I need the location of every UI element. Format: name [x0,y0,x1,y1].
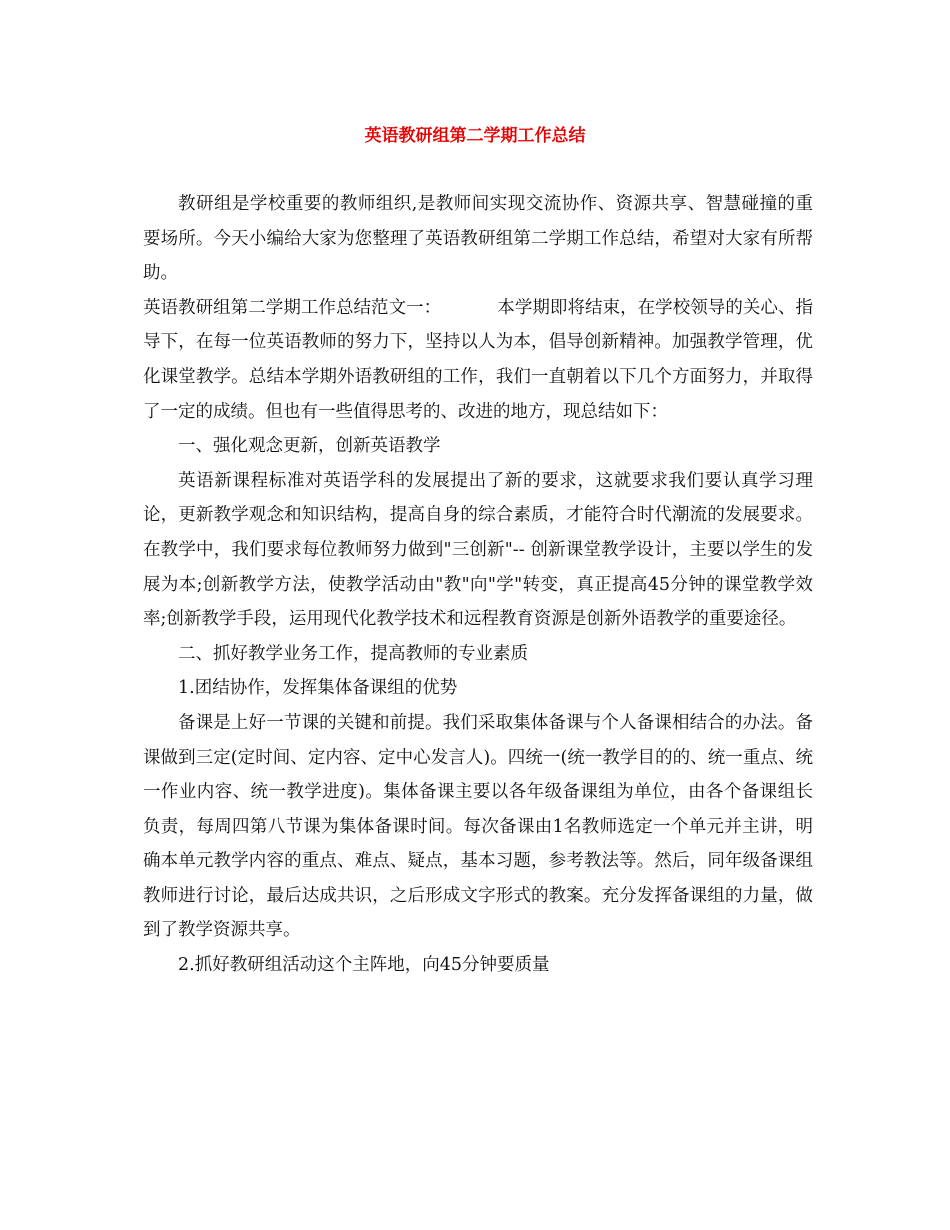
sample-paragraph [143,291,813,429]
subsection1-heading: 1.团结协作，发挥集体备课组的优势 [178,678,458,699]
subsection1-paragraph: 备课是上好一节课的关键和前提。我们采取集体备课与个人备课相结合的办法。备课做到三定(定时间、定内容、定中心发言人)。四统一(统一教学目的的、统一重点、统一作业内容、统一教学进度)。集体备课主要以各年级备课组为单位，由各个备课组长负责，每周四第八节课为集体备课时间。每次备课由1名教师选定一个单元并主讲，明确本单元教学内容的重点、难点、疑点，基本习题，参考教法等。然后，同年级备课组教师进行讨论，最后达成共识，之后形成文字形式的教案。充分发挥备课组的力量，做到了教学资源共享。 [143,712,813,941]
document-body [143,187,813,983]
intro-paragraph: 教研组是学校重要的教师组织,是教师间实现交流协作、资源共享、智慧碰撞的重要场所。今天小编给大家为您整理了英语教研组第二学期工作总结，希望对大家有所帮助。 [143,194,813,284]
subsection2-heading: 2.抓好教研组活动这个主阵地，向45分钟要质量 [178,955,550,976]
sample-opening: 本学期即将结束，在学校领导的关心、指导下，在每一位英语教师的努力下，坚持以人为本，倡导创新精神。加强教学管理，优化课堂教学。总结本学期外语教研组的工作，我们一直朝着以下几个方面努力，并取得了一定的成绩。但也有一些值得思考的、改进的地方，现总结如下： [143,297,814,422]
section2-heading: 二、抓好教学业务工作，提高教师的专业素质 [178,643,528,664]
sample-label: 英语教研组第二学期工作总结范文一： [143,297,442,318]
document-title: 英语教研组第二学期工作总结 [364,126,586,146]
section1-heading: 一、强化观念更新，创新英语教学 [178,436,441,457]
section1-paragraph: 英语新课程标准对英语学科的发展提出了新的要求，这就要求我们要认真学习理论，更新教学观念和知识结构，提高自身的综合素质，才能符合时代潮流的发展要求。在教学中，我们要求每位教师努力做到"三创新"-- 创新课堂教学设计，主要以学生的发展为本;创新教学方法，使教学活动由"教"向"学"转变，真正提高45分钟的课堂教学效率;创新教学手段，运用现代化教学技术和远程教育资源是创新外语教学的重要途径。 [143,470,813,630]
